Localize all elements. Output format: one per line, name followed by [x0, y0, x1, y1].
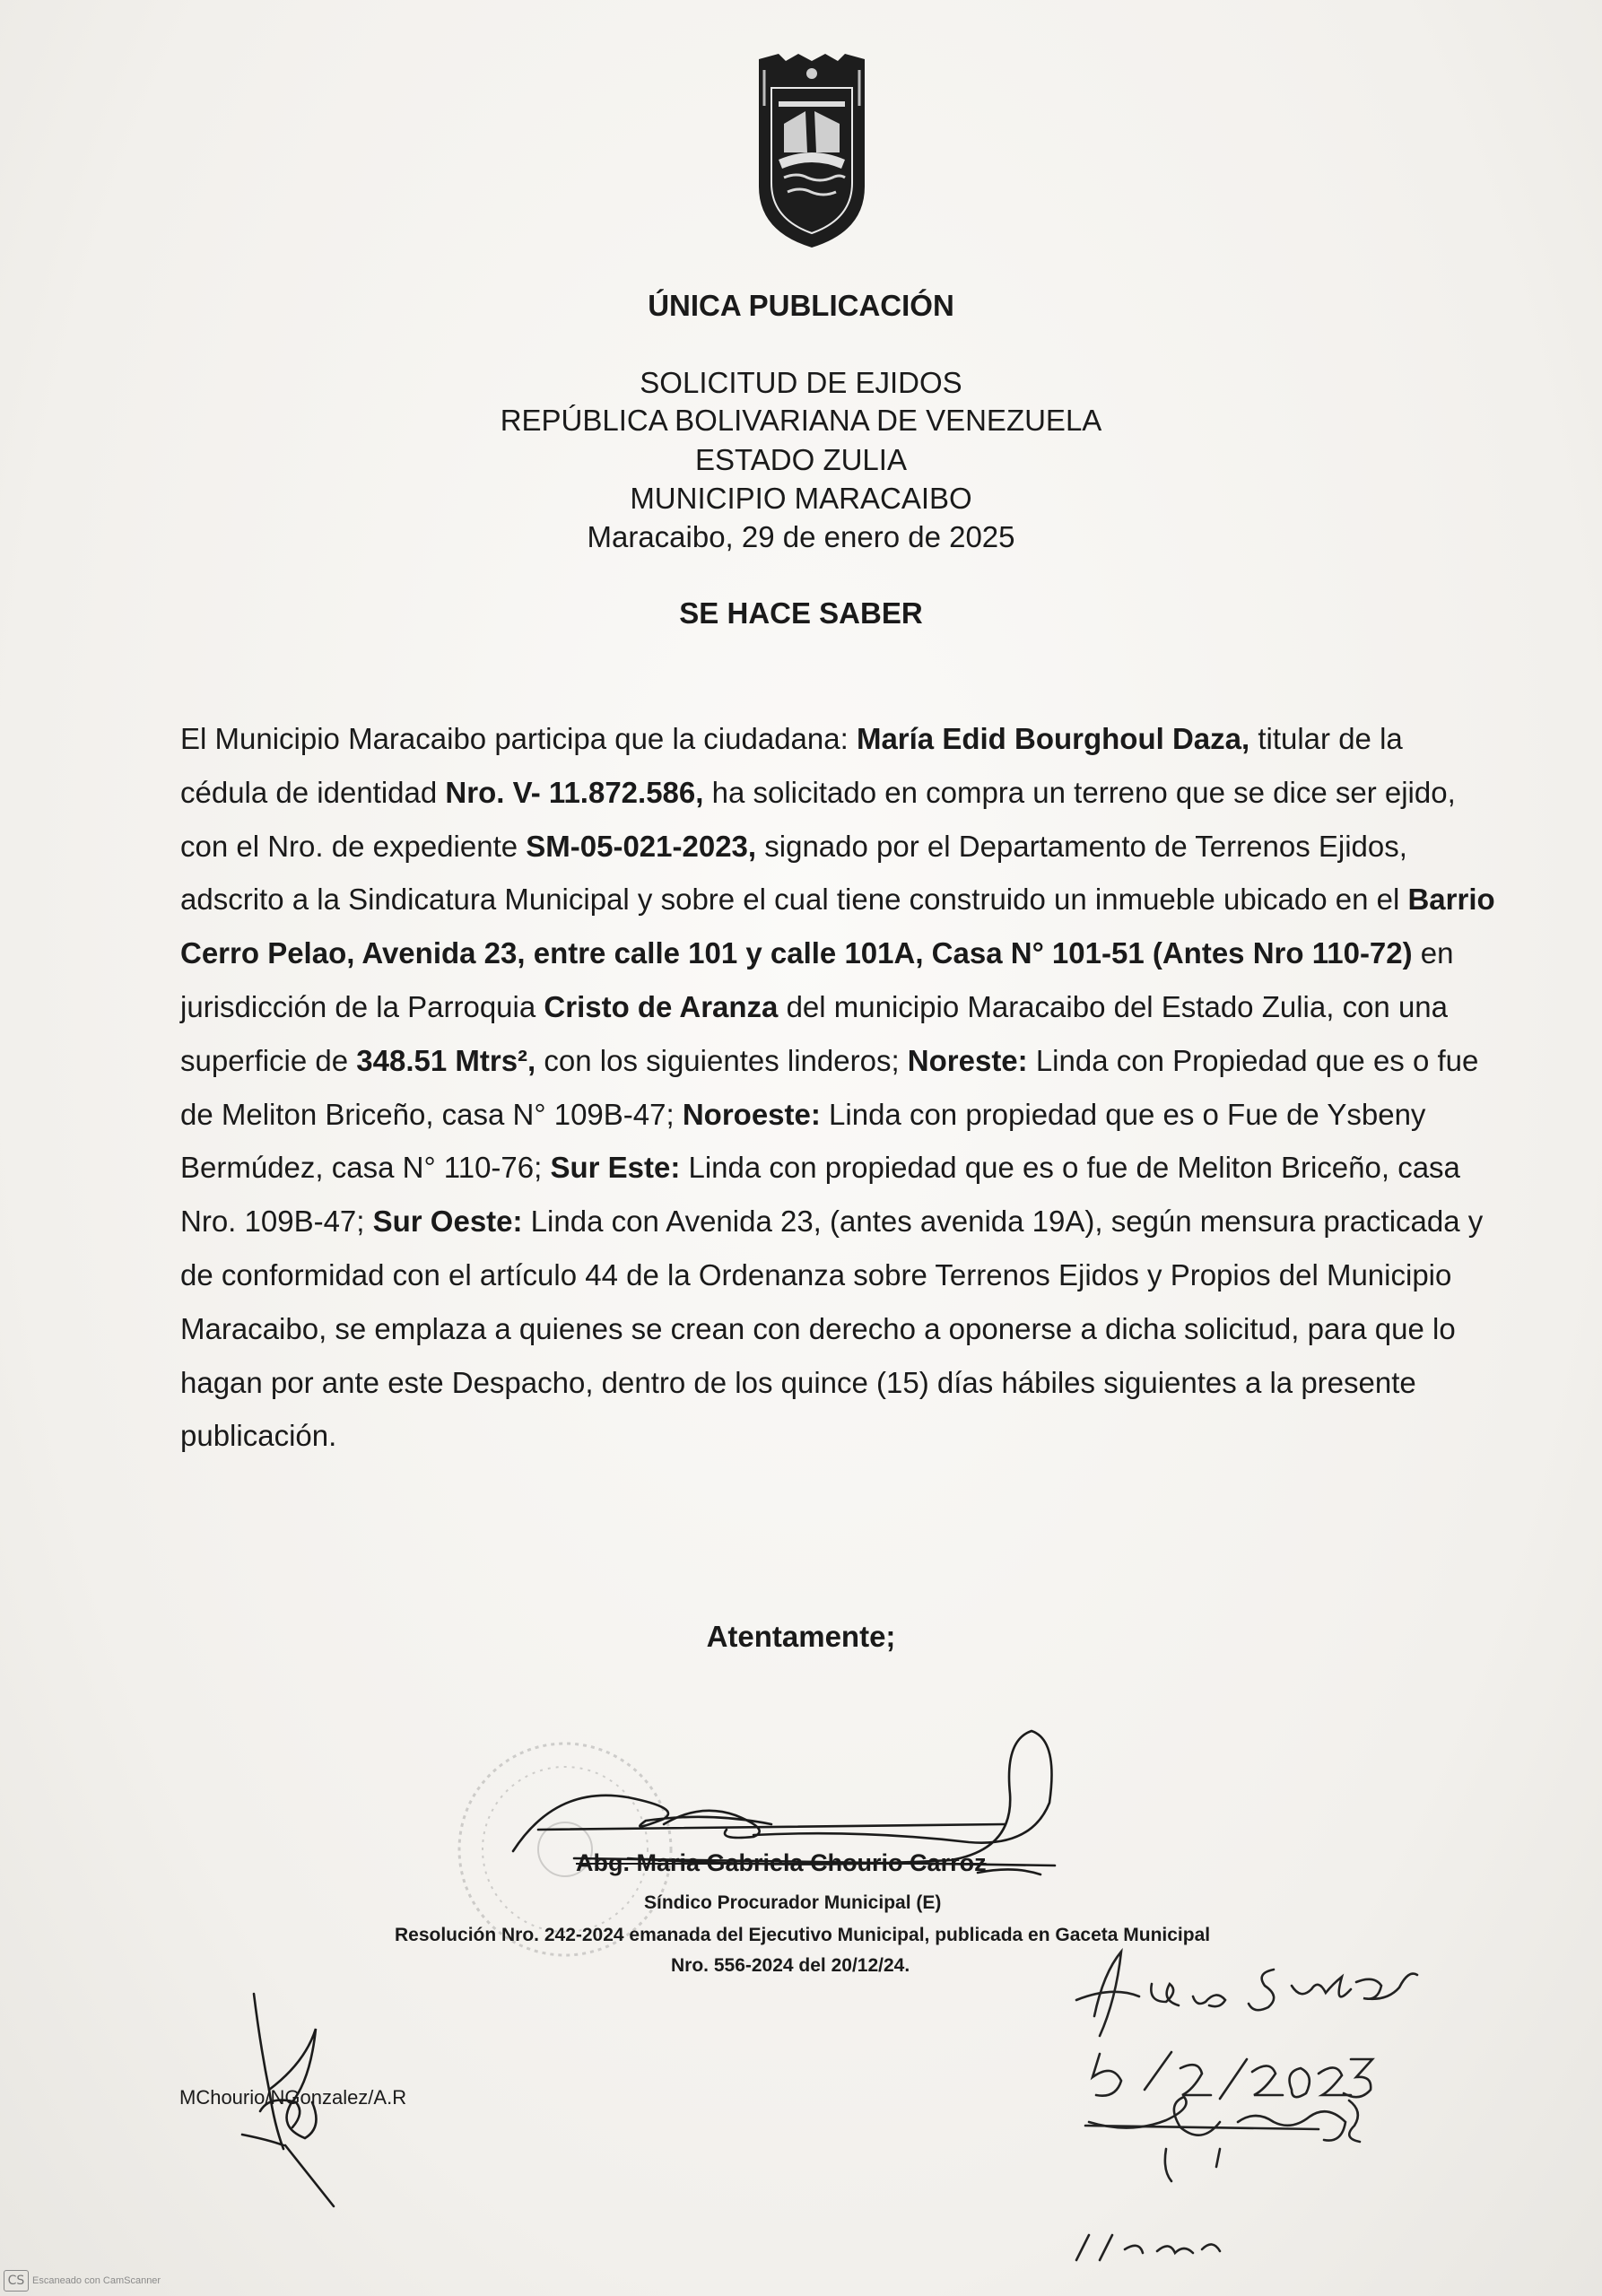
body-run: ha solicitado en compra un terreno que se dice ser ejido,	[703, 775, 1456, 809]
header-line-request: SOLICITUD DE EJIDOS	[640, 366, 962, 399]
closing-salutation: Atentamente;	[706, 1620, 896, 1653]
body-emphasis: María Edid Bourghoul Daza,	[856, 722, 1250, 755]
body-run: de conformidad con el artículo 44 de la Ordenanza sobre Terrenos Ejidos y Propios del Municipio	[180, 1257, 1452, 1292]
body-run: El Municipio Maracaibo participa que la ciudadana:	[180, 722, 857, 755]
body-emphasis: Cristo de Aranza	[544, 989, 779, 1023]
body-emphasis: Noroeste:	[682, 1097, 821, 1131]
header-line-municipality: MUNICIPIO MARACAIBO	[630, 482, 972, 515]
resolution-line-2: Nro. 556-2024 del 20/12/24.	[671, 1955, 910, 1976]
notice-subtitle: SE HACE SABER	[679, 596, 923, 630]
body-run: Linda con Avenida 23, (antes avenida 19A), según mensura practicada y	[522, 1205, 1484, 1239]
body-run: Bermúdez, casa N° 110-76;	[180, 1151, 551, 1185]
header-line-state: ESTADO ZULIA	[695, 443, 907, 476]
body-run: adscrito a la Sindicatura Municipal y sobre el cual tiene construido un inmueble ubicado en el	[180, 883, 1408, 917]
body-run: del municipio Maracaibo del Estado Zulia, con una	[778, 989, 1448, 1023]
body-run: con el Nro. de expediente	[180, 829, 527, 863]
body-emphasis: Sur Este:	[550, 1151, 681, 1185]
document-title: ÚNICA PUBLICACIÓN	[648, 289, 954, 322]
camscanner-logo-icon: CS	[4, 2270, 29, 2292]
body-emphasis: Sur Oeste:	[372, 1205, 523, 1239]
signatory-name-text: Abg. Maria Gabriela Chourio Carroz	[576, 1849, 987, 1876]
body-run: en	[1412, 936, 1454, 970]
body-emphasis: Noreste:	[907, 1043, 1028, 1077]
body-run: publicación.	[180, 1419, 337, 1453]
body-run: Nro. 109B-47;	[180, 1205, 373, 1239]
signatory-role: Síndico Procurador Municipal (E)	[644, 1892, 942, 1913]
signatory-name	[576, 1849, 987, 1877]
body-emphasis: 348.51 Mtrs²,	[356, 1043, 536, 1077]
body-emphasis: Barrio	[1407, 883, 1495, 917]
body-run: Linda con propiedad que es o Fue de Ysbeny	[820, 1097, 1426, 1131]
body-run: signado por el Departamento de Terrenos Ejidos,	[756, 829, 1407, 863]
header-line-date: Maracaibo, 29 de enero de 2025	[587, 520, 1015, 553]
body-run: Linda con Propiedad que es o fue	[1027, 1043, 1479, 1077]
body-run: cédula de identidad	[180, 775, 446, 809]
body-emphasis: Cerro Pelao, Avenida 23, entre calle 101 y calle 101A, Casa N° 101-51 (Antes Nro 110-72)	[180, 936, 1413, 970]
body-run: Maracaibo, se emplaza a quienes se crean con derecho a oponerse a dicha solicitud, para que lo	[180, 1311, 1456, 1345]
body-run: de Meliton Briceño, casa N° 109B-47;	[180, 1097, 683, 1131]
header-line-country: REPÚBLICA BOLIVARIANA DE VENEZUELA	[500, 404, 1102, 437]
body-run: Linda con propiedad que es o fue de Meliton Briceño, casa	[680, 1151, 1460, 1185]
typist-initials: MChourio/NGonzalez/A.R	[179, 2086, 407, 2109]
body-run: hagan por ante este Despacho, dentro de los quince (15) días hábiles siguientes a la presente	[180, 1365, 1416, 1399]
body-run: jurisdicción de la Parroquia	[180, 989, 544, 1023]
body-run: superficie de	[180, 1043, 357, 1077]
body-emphasis: SM-05-021-2023,	[526, 829, 757, 863]
resolution-line-1: Resolución Nro. 242-2024 emanada del Ejecutivo Municipal, publicada en Gaceta Municipal	[395, 1925, 1211, 1945]
body-run: con los siguientes linderos;	[535, 1043, 908, 1077]
body-run: titular de la	[1249, 722, 1403, 755]
handwritten-receipt	[1076, 1952, 1417, 2260]
scanner-watermark: Escaneado con CamScanner	[32, 2275, 161, 2286]
body-emphasis: Nro. V- 11.872.586,	[445, 775, 704, 809]
